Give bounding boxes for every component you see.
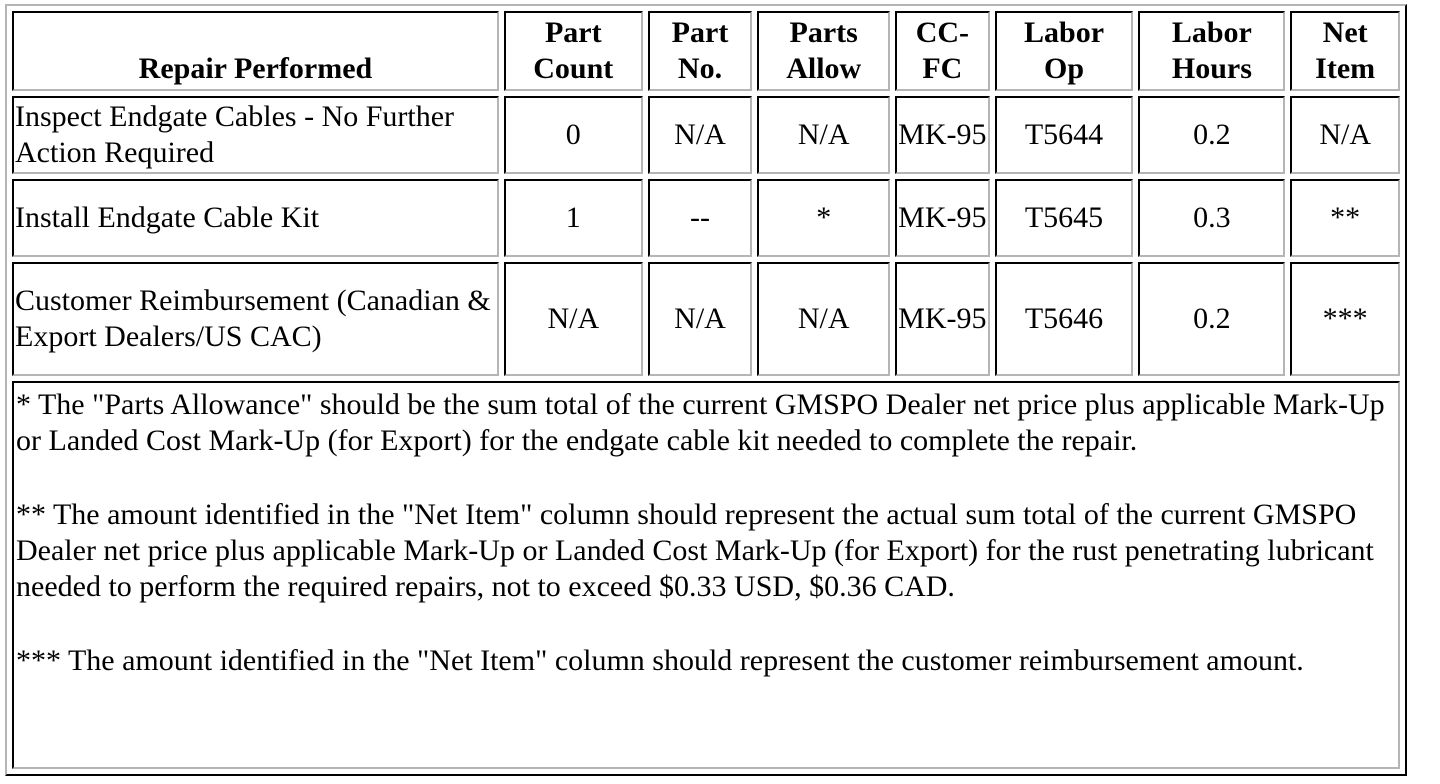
header-part-no <box>648 11 753 91</box>
cc-fc-cell: MK-95 <box>895 96 990 174</box>
header-row <box>12 11 1400 91</box>
header-line: FC <box>922 52 963 85</box>
header-line: Item <box>1315 52 1376 85</box>
header-line: Hours <box>1171 52 1252 85</box>
table-row <box>12 262 1400 376</box>
net-item-cell: N/A <box>1290 96 1400 174</box>
header-line: No. <box>677 52 723 85</box>
table-row <box>12 179 1400 257</box>
header-line: Labor <box>1171 16 1252 49</box>
labor-hours-cell: 0.3 <box>1138 179 1285 257</box>
labor-op-cell: T5644 <box>995 96 1134 174</box>
parts-allow-cell: N/A <box>757 96 890 174</box>
repair-performed-cell: Install Endgate Cable Kit <box>12 179 499 257</box>
header-line: Part <box>544 16 602 49</box>
header-line: Labor <box>1024 16 1105 49</box>
header-line: Count <box>533 52 614 85</box>
header-net-item <box>1290 11 1400 91</box>
part-count-cell: 0 <box>504 96 643 174</box>
header-cc-fc <box>895 11 990 91</box>
header-labor-op <box>995 11 1134 91</box>
cc-fc-cell: MK-95 <box>895 262 990 376</box>
header-line: Part <box>671 16 729 49</box>
parts-allow-cell: N/A <box>757 262 890 376</box>
part-no-cell: N/A <box>648 96 753 174</box>
labor-op-cell: T5645 <box>995 179 1134 257</box>
header-line: Repair Performed <box>138 52 373 85</box>
table-row <box>12 96 1400 174</box>
header-line: Allow <box>786 52 862 85</box>
header-line: Parts <box>789 16 858 49</box>
net-item-cell: *** <box>1290 262 1400 376</box>
part-no-cell: -- <box>648 179 753 257</box>
part-no-cell: N/A <box>648 262 753 376</box>
repair-table <box>5 4 1407 776</box>
cc-fc-cell: MK-95 <box>895 179 990 257</box>
notes-cell <box>12 381 1400 769</box>
header-repair-performed <box>12 11 499 91</box>
part-count-cell: N/A <box>504 262 643 376</box>
labor-op-cell: T5646 <box>995 262 1134 376</box>
notes-row <box>12 381 1400 769</box>
net-item-cell: ** <box>1290 179 1400 257</box>
repair-performed-cell: Inspect Endgate Cables - No Further Action Required <box>12 96 499 174</box>
header-labor-hours <box>1138 11 1285 91</box>
labor-hours-cell: 0.2 <box>1138 262 1285 376</box>
footnote-parts-allowance: * The "Parts Allowance" should be the sum total of the current GMSPO Dealer net price plus applicable Mark-Up or Landed Cost Mark-Up (for Export) for the endgate cable kit needed to complete the repair. <box>16 388 1385 457</box>
part-count-cell: 1 <box>504 179 643 257</box>
footnote-net-item-lubricant: ** The amount identified in the "Net Item" column should represent the actual sum total of the current GMSPO Dealer net price plus applicable Mark-Up or Landed Cost Mark-Up (for Export) for the rust penetrating lubricant needed to perform the required repairs, not to exceed $0.33 USD, $0.36 CAD. <box>16 498 1374 603</box>
repair-performed-cell: Customer Reimbursement (Canadian & Export Dealers/US CAC) <box>12 262 499 376</box>
header-part-count <box>504 11 643 91</box>
header-parts-allow <box>757 11 890 91</box>
header-line: Op <box>1044 52 1085 85</box>
header-line: CC- <box>915 16 970 49</box>
labor-hours-cell: 0.2 <box>1138 96 1285 174</box>
parts-allow-cell: * <box>757 179 890 257</box>
header-line: Net <box>1322 16 1368 49</box>
footnote-net-item-reimbursement: *** The amount identified in the "Net Item" column should represent the customer reimbursement amount. <box>16 644 1304 677</box>
